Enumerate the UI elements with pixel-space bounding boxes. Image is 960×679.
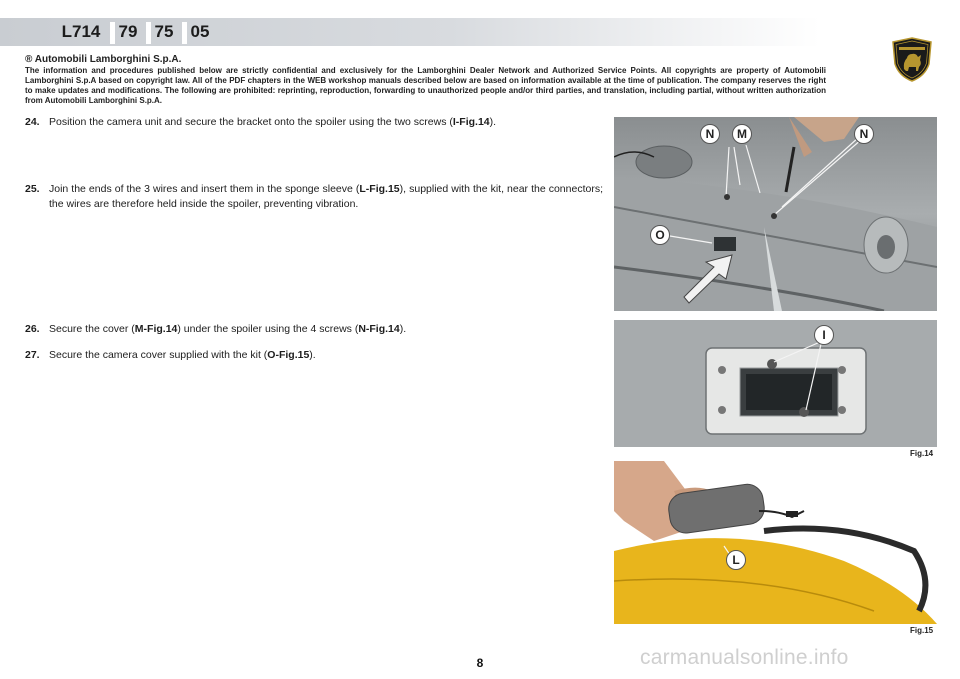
header-code-group: 79: [118, 22, 138, 41]
step-text: Secure the camera cover supplied with the kit (O-Fig.15).: [49, 349, 316, 361]
callout-o: O: [650, 225, 670, 245]
figure-reference: L-Fig.15: [359, 183, 400, 195]
step-25: [25, 182, 603, 212]
fig15-label: Fig.15: [910, 626, 934, 635]
step-number: 27.: [25, 349, 40, 361]
callout-l: L: [726, 550, 746, 570]
photo-sponge-sleeve: [614, 461, 937, 624]
step-number: 25.: [25, 183, 40, 195]
figure-reference: O-Fig.15: [267, 349, 310, 361]
copyright-company: ® Automobili Lamborghini S.p.A.: [25, 54, 182, 65]
callout-i: I: [814, 325, 834, 345]
fig14-label: Fig.14: [910, 449, 934, 458]
figure-reference: N-Fig.14: [358, 323, 400, 335]
photo-camera-bracket: [614, 320, 937, 447]
callout-m: M: [732, 124, 752, 144]
watermark: carmanualsonline.info: [640, 646, 849, 669]
figure-reference: I-Fig.14: [452, 116, 490, 128]
step-number: 26.: [25, 323, 40, 335]
step-27: [25, 348, 603, 363]
callout-n-left: N: [700, 124, 720, 144]
photo-spoiler-screws: [614, 117, 937, 311]
step-text: Position the camera unit and secure the bracket onto the spoiler using the two screws (I-Fig.14).: [49, 116, 497, 128]
step-text: Join the ends of the 3 wires and insert them in the sponge sleeve (L-Fig.15), supplied with the kit, near the connectors; the wires are therefore held inside the spoiler, preventing vibration.: [49, 183, 603, 210]
copyright-text: The information and procedures published below are strictly confidential and exclusively for the Lamborghini Dealer Network and Authorized Service Points. All copyrights are property of Automobili Lamborghini S.p.A based on copyright law. All of the PDF chapters in the WEB workshop manuals described below are based on information available at the time of publication. The company reserves the right to make updates and modifications. The following are prohibited: reprinting, reproduction, forwarding to unauthorized people and/or third parties, and translation, including partial, without written authorization from Automobili Lamborghini S.p.A.: [25, 66, 826, 105]
callout-n-right: N: [854, 124, 874, 144]
header-code-section: 05: [190, 22, 210, 41]
step-number: 24.: [25, 116, 40, 128]
header-code-subgroup: 75: [154, 22, 174, 41]
step-24: [25, 115, 603, 130]
copyright-notice: [25, 54, 826, 106]
figure-reference: M-Fig.14: [134, 323, 178, 335]
step-26: [25, 322, 603, 337]
lamborghini-logo: [889, 36, 935, 82]
page-number: 8: [476, 656, 484, 670]
step-text: Secure the cover (M-Fig.14) under the spoiler using the 4 screws (N-Fig.14).: [49, 323, 407, 335]
header-code-model: L714: [61, 22, 101, 41]
